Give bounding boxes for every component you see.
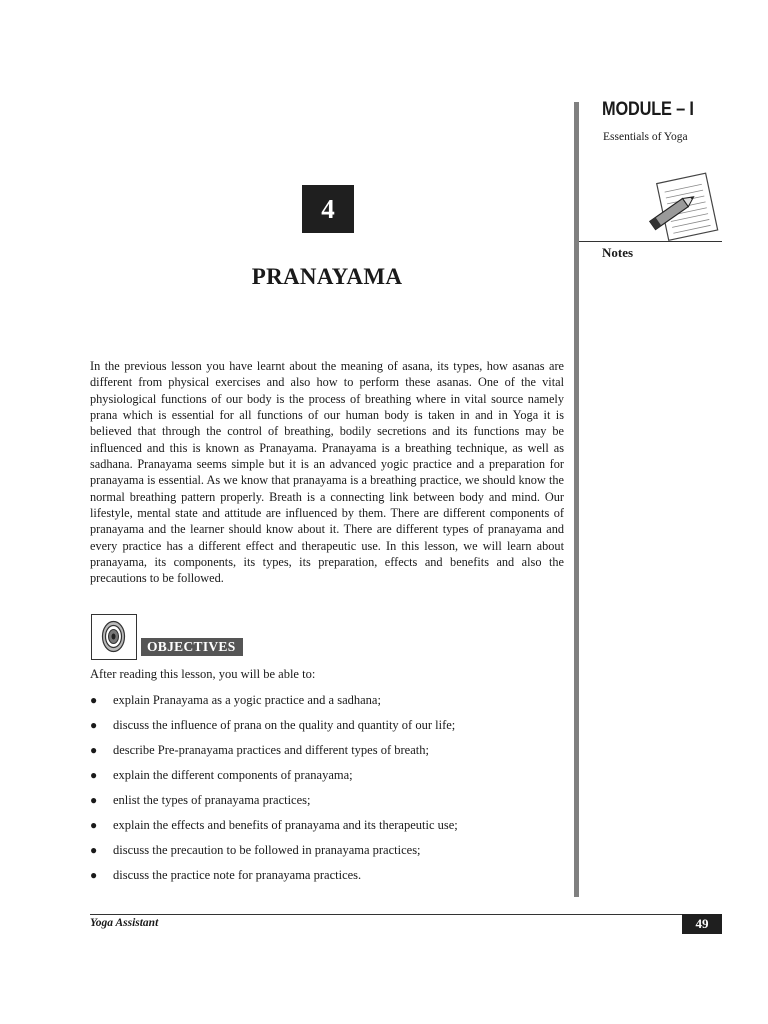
list-item: ● explain the different components of pranayama; [90, 768, 353, 782]
bullet-icon: ● [90, 843, 98, 857]
list-item: ● discuss the influence of prana on the quality and quantity of our life; [90, 718, 456, 732]
bullet-icon: ● [90, 718, 98, 732]
objectives-heading: OBJECTIVES [141, 638, 243, 656]
footer-book-title: Yoga Assistant [90, 917, 159, 929]
notes-label: Notes [602, 245, 634, 260]
list-item: ● discuss the practice note for pranayama practices. [90, 868, 362, 882]
notepad-pencil-icon [646, 172, 722, 244]
objectives-list [90, 691, 564, 891]
objectives-intro: After reading this lesson, you will be able to: [90, 667, 316, 681]
list-item: ● enlist the types of pranayama practices; [90, 793, 311, 807]
list-item: ● explain the effects and benefits of pranayama and its therapeutic use; [90, 818, 458, 832]
intro-paragraph: In the previous lesson you have learnt about the meaning of asana, its types, how asanas are different from physical exercises and also how to perform these asanas. One of the vital physiological functions of our body is the process of breathing where in vital source namely prana which is essential for all functions of our human body is taken in and in Yoga it is believed that through the control of breathing, bodily secretions and its functions may be influenced and this is known as Pranayama. Pranayama is a breathing technique, as well as sadhana. Pranayama seems simple but it is an advanced yogic practice and a preparation for pranayama is essential. As we know that pranayama is a breathing practice, we should know the normal breathing pattern properly. Breath is a connecting link between body and mind. Our lifestyle, mental state and attitude are influenced by them. There are different components of pranayama and the learner should know about it. There are different types of pranayama and every practice has a different effect and therapeutic use. In this lesson, we will learn about pranayama, its components, its types, its preparation, effects and benefits and also the precautions to be followed. [90, 359, 564, 586]
bullet-icon: ● [90, 743, 98, 757]
vertical-divider [574, 102, 579, 897]
list-item: ● describe Pre-pranayama practices and different types of breath; [90, 743, 429, 757]
notes-rule [579, 241, 722, 242]
list-item: ● explain Pranayama as a yogic practice and a sadhana; [90, 693, 381, 707]
bullet-icon: ● [90, 768, 98, 782]
bullet-icon: ● [90, 693, 98, 707]
module-subtitle: Essentials of Yoga [603, 131, 688, 143]
page-number: 49 [682, 914, 722, 934]
target-icon [91, 614, 137, 660]
chapter-number-badge: 4 [302, 185, 354, 233]
chapter-title: PRANAYAMA [251, 264, 403, 289]
bullet-icon: ● [90, 818, 98, 832]
footer-rule [90, 914, 722, 915]
list-item: ● discuss the precaution to be followed in pranayama practices; [90, 843, 421, 857]
bullet-icon: ● [90, 868, 98, 882]
bullet-icon: ● [90, 793, 98, 807]
module-title: MODULE – I [602, 99, 694, 120]
